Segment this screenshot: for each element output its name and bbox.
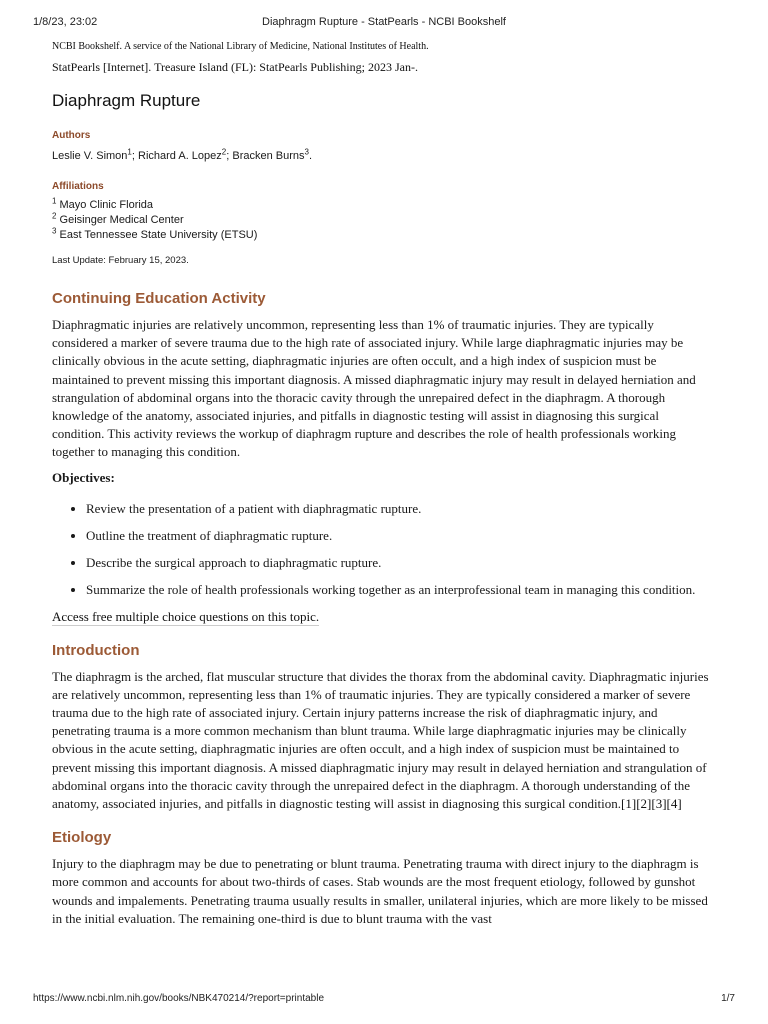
affiliation-number: 3	[52, 226, 57, 236]
affiliation-number: 2	[52, 211, 57, 221]
objectives-label: Objectives:	[52, 469, 115, 485]
objective-item: • Summarize the role of health professionals working together as an interprofessional team in managing this condition.	[86, 581, 712, 599]
affiliation-number: 1	[52, 196, 57, 206]
affiliation-name: Geisinger Medical Center	[59, 214, 184, 226]
introduction-heading: Introduction	[52, 641, 140, 659]
objective-item: • Outline the treatment of diaphragmatic rupture.	[86, 527, 712, 545]
affiliations-label: Affiliations	[52, 181, 104, 192]
author-affil-number: 3	[304, 147, 309, 157]
last-update: Last Update: February 15, 2023.	[52, 255, 189, 266]
affiliation-name: East Tennessee State University (ETSU)	[59, 229, 258, 241]
mcq-access-link[interactable]: Access free multiple choice questions on this topic.	[52, 608, 320, 624]
page-number: 1/7	[721, 993, 735, 1004]
citation: StatPearls [Internet]. Treasure Island (FL): StatPearls Publishing; 2023 Jan-.	[52, 60, 418, 74]
author-name[interactable]: Bracken Burns	[232, 150, 305, 162]
authors-list	[52, 147, 712, 162]
author-affil-number: 1	[127, 147, 132, 157]
bookshelf-line: NCBI Bookshelf. A service of the National Library of Medicine, National Institutes of Health.	[52, 41, 429, 52]
etiology-heading: Etiology	[52, 829, 112, 847]
author-affil-number: 2	[221, 147, 227, 157]
ce-paragraph: Diaphragmatic injuries are relatively uncommon, representing less than 1% of traumatic injuries. They are typically considered a marker of severe trauma due to the high rate of associated injury. While large diaphragmatic injuries may be clinically obvious in the acute setting, diaphragmatic injuries are often occult, and a high index of suspicion must be maintained to prevent missing this important diagnosis. A missed diaphragmatic injury may result in delayed herniation and strangulation of abdominal organs into the thoracic cavity through the unrepaired defect in the diaphragm. A thorough knowledge of the anatomy, associated injuries, and pitfalls in diagnostic testing will assist in diagnosing this surgical condition. This activity reviews the workup of diaphragm rupture and describes the role of health professionals working together to managing this condition.	[52, 317, 696, 460]
print-date: 1/8/23, 23:02	[33, 16, 98, 28]
affiliation-name: Mayo Clinic Florida	[59, 199, 154, 211]
etiology-paragraph: Injury to the diaphragm may be due to penetrating or blunt trauma. Penetrating trauma with direct injury to the diaphragm is more common and accounts for about two-thirds of cases. Stab wounds are the most frequent etiology, followed by gunshot wounds and impalements. Penetrating trauma usually results in smaller, unilateral injuries, which are more likely to be missed in the initial evaluation. The remaining one-third is due to blunt trauma with the vast	[52, 856, 708, 926]
reference-links[interactable]: [1][2][3][4]	[621, 796, 682, 812]
affiliation-item	[52, 228, 712, 243]
article-content	[52, 41, 712, 928]
author-separator: ;	[226, 150, 233, 162]
author-separator: ;	[131, 150, 138, 162]
print-page-title: Diaphragm Rupture - StatPearls - NCBI Bookshelf	[262, 16, 506, 28]
ce-heading: Continuing Education Activity	[52, 290, 266, 307]
objectives-list	[52, 500, 712, 599]
affiliations-list	[52, 198, 712, 243]
introduction-text: The diaphragm is the arched, flat muscular structure that divides the thorax from the abdominal cavity. Diaphragmatic injuries are relatively uncommon, representing less than 1% of traumatic injuries. They are typically considered a marker of severe trauma due to the high rate of associated injury. Certain injury patterns increase the risk of diaphragmatic injury, and penetrating trauma is a more common mechanism than blunt trauma. While large diaphragmatic injuries may be clinically obvious in the acute setting, diaphragmatic injuries are often occult, and a high index of suspicion must be maintained to prevent missing this important diagnosis. A missed diaphragmatic injury may result in delayed herniation and strangulation of abdominal organs into the thoracic cavity through the unrepaired defect in the diaphragm. A thorough understanding of the anatomy, associated injuries, and pitfalls in diagnostic testing will assist in diagnosing this surgical condition.	[52, 668, 709, 812]
authors-label: Authors	[52, 130, 91, 141]
print-url: https://www.ncbi.nlm.nih.gov/books/NBK470214/?report=printable	[33, 993, 325, 1004]
author-separator: .	[308, 150, 313, 162]
article-title: Diaphragm Rupture	[52, 91, 201, 110]
affiliation-item	[52, 213, 712, 228]
objective-item: • Review the presentation of a patient with diaphragmatic rupture.	[86, 500, 712, 518]
affiliation-item	[52, 198, 712, 213]
author-name[interactable]: Richard A. Lopez	[138, 150, 222, 162]
introduction-paragraph	[52, 668, 712, 814]
author-name[interactable]: Leslie V. Simon	[52, 150, 128, 162]
objective-item: • Describe the surgical approach to diaphragmatic rupture.	[86, 554, 712, 572]
